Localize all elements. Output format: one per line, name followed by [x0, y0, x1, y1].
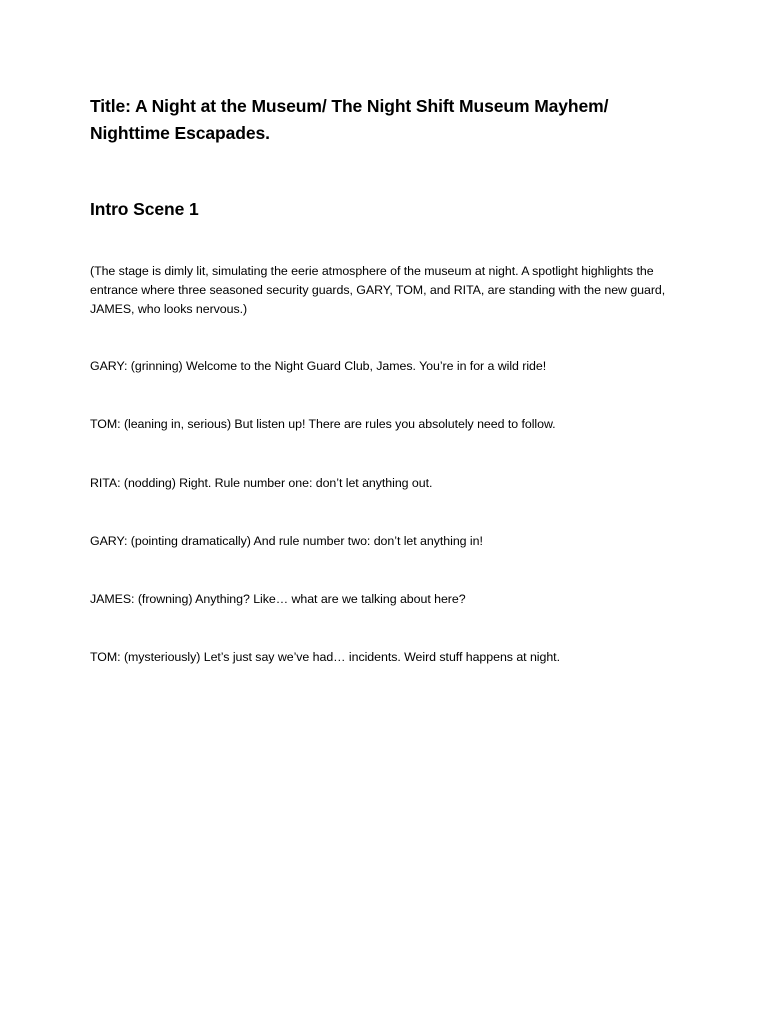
dialogue-line-rita-1: RITA: (nodding) Right. Rule number one: don’t let anything out.	[90, 476, 433, 490]
dialogue-line-tom-1: TOM: (leaning in, serious) But listen up! There are rules you absolutely need to follow.	[90, 417, 556, 431]
document-title: Title: A Night at the Museum/ The Night Shift Museum Mayhem/ Nighttime Escapades.	[90, 96, 609, 143]
scene-heading: Intro Scene 1	[90, 199, 199, 219]
dialogue-line-gary-1: GARY: (grinning) Welcome to the Night Guard Club, James. You’re in for a wild ride!	[90, 359, 547, 373]
dialogue-line-gary-2: GARY: (pointing dramatically) And rule number two: don’t let anything in!	[90, 534, 483, 548]
dialogue-line-tom-2: TOM: (mysteriously) Let’s just say we’ve had… incidents. Weird stuff happens at night.	[90, 650, 560, 664]
dialogue-line-james-1: JAMES: (frowning) Anything? Like… what are we talking about here?	[90, 592, 466, 606]
stage-direction: (The stage is dimly lit, simulating the eerie atmosphere of the museum at night. A spotlight highlights the entrance where three seasoned security guards, GARY, TOM, and RITA, are standing with the new guard, JAMES, who looks nervous.)	[90, 264, 666, 316]
